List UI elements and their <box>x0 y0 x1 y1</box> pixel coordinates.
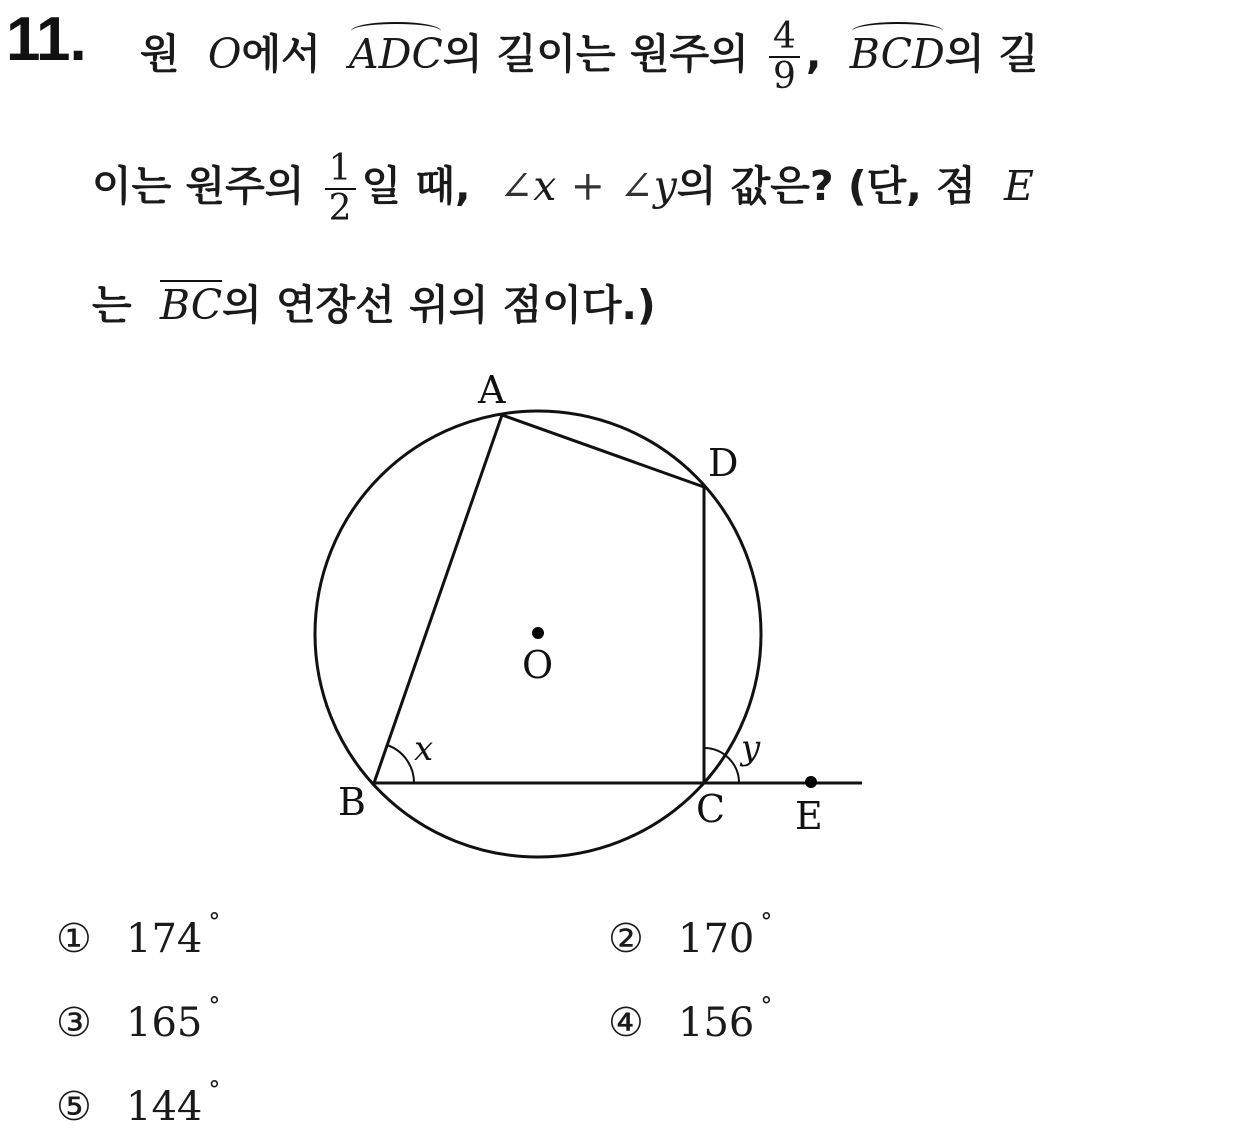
text-segment: 의 값은? (단, 점 <box>676 161 976 210</box>
text-segment: 의 길 <box>944 29 1039 78</box>
arc-adc: ADC <box>349 29 443 78</box>
text-segment: 의 길이는 원주의 <box>442 29 749 78</box>
option-value: 170 <box>678 916 755 962</box>
center-point-o <box>532 627 544 639</box>
label-d: D <box>708 441 739 485</box>
fraction-denominator: 2 <box>328 187 352 229</box>
fraction-numerator: 1 <box>325 150 356 190</box>
text-segment: 는 <box>92 281 132 329</box>
fraction-denominator: 9 <box>772 55 796 97</box>
variable-y: y <box>653 161 677 210</box>
option-1[interactable] <box>56 908 220 962</box>
plus-sign: + <box>570 161 605 210</box>
label-c: C <box>696 787 726 831</box>
question-number: 11. <box>6 5 86 74</box>
option-value: 165 <box>126 1000 203 1046</box>
option-5[interactable] <box>56 1076 220 1130</box>
text-segment: 의 연장선 위의 점이다.) <box>222 281 656 329</box>
point-e: E <box>1004 161 1034 210</box>
fraction-numerator: 4 <box>769 18 800 58</box>
segment-bc: BC <box>159 281 223 329</box>
option-3[interactable] <box>56 992 220 1046</box>
angle-arc-x <box>387 745 414 783</box>
text-segment: 에서 <box>241 29 321 78</box>
degree-unit: ° <box>208 908 221 936</box>
label-a: A <box>478 368 506 412</box>
angle-symbol: ∠ <box>619 161 654 210</box>
point-e-dot <box>805 776 817 788</box>
option-marker: ① <box>56 916 92 962</box>
option-marker: ③ <box>56 1000 92 1046</box>
option-marker: ② <box>608 916 644 962</box>
angle-symbol: ∠ <box>498 161 534 210</box>
circle-name: O <box>207 29 242 78</box>
variable-x: x <box>533 161 557 210</box>
option-value: 156 <box>678 1000 755 1046</box>
label-o: O <box>522 643 554 687</box>
label-e: E <box>795 794 823 838</box>
quadrilateral-abcd <box>374 415 704 783</box>
text-segment: 원 <box>140 29 180 78</box>
degree-unit: ° <box>208 992 221 1020</box>
text-segment: 이는 원주의 <box>92 161 305 210</box>
degree-unit: ° <box>760 992 773 1020</box>
degree-unit: ° <box>760 908 773 936</box>
degree-unit: ° <box>208 1076 221 1104</box>
arc-bcd: BCD <box>849 29 945 78</box>
option-value: 144 <box>126 1084 203 1130</box>
option-value: 174 <box>126 916 203 962</box>
angle-label-x: x <box>414 729 434 769</box>
option-4[interactable] <box>608 992 772 1046</box>
text-segment: , <box>805 29 822 78</box>
angle-label-y: y <box>741 728 761 768</box>
label-b: B <box>338 780 366 824</box>
option-2[interactable] <box>608 908 772 962</box>
text-segment: 일 때, <box>361 161 471 210</box>
option-marker: ④ <box>608 1000 644 1046</box>
option-marker: ⑤ <box>56 1084 92 1130</box>
